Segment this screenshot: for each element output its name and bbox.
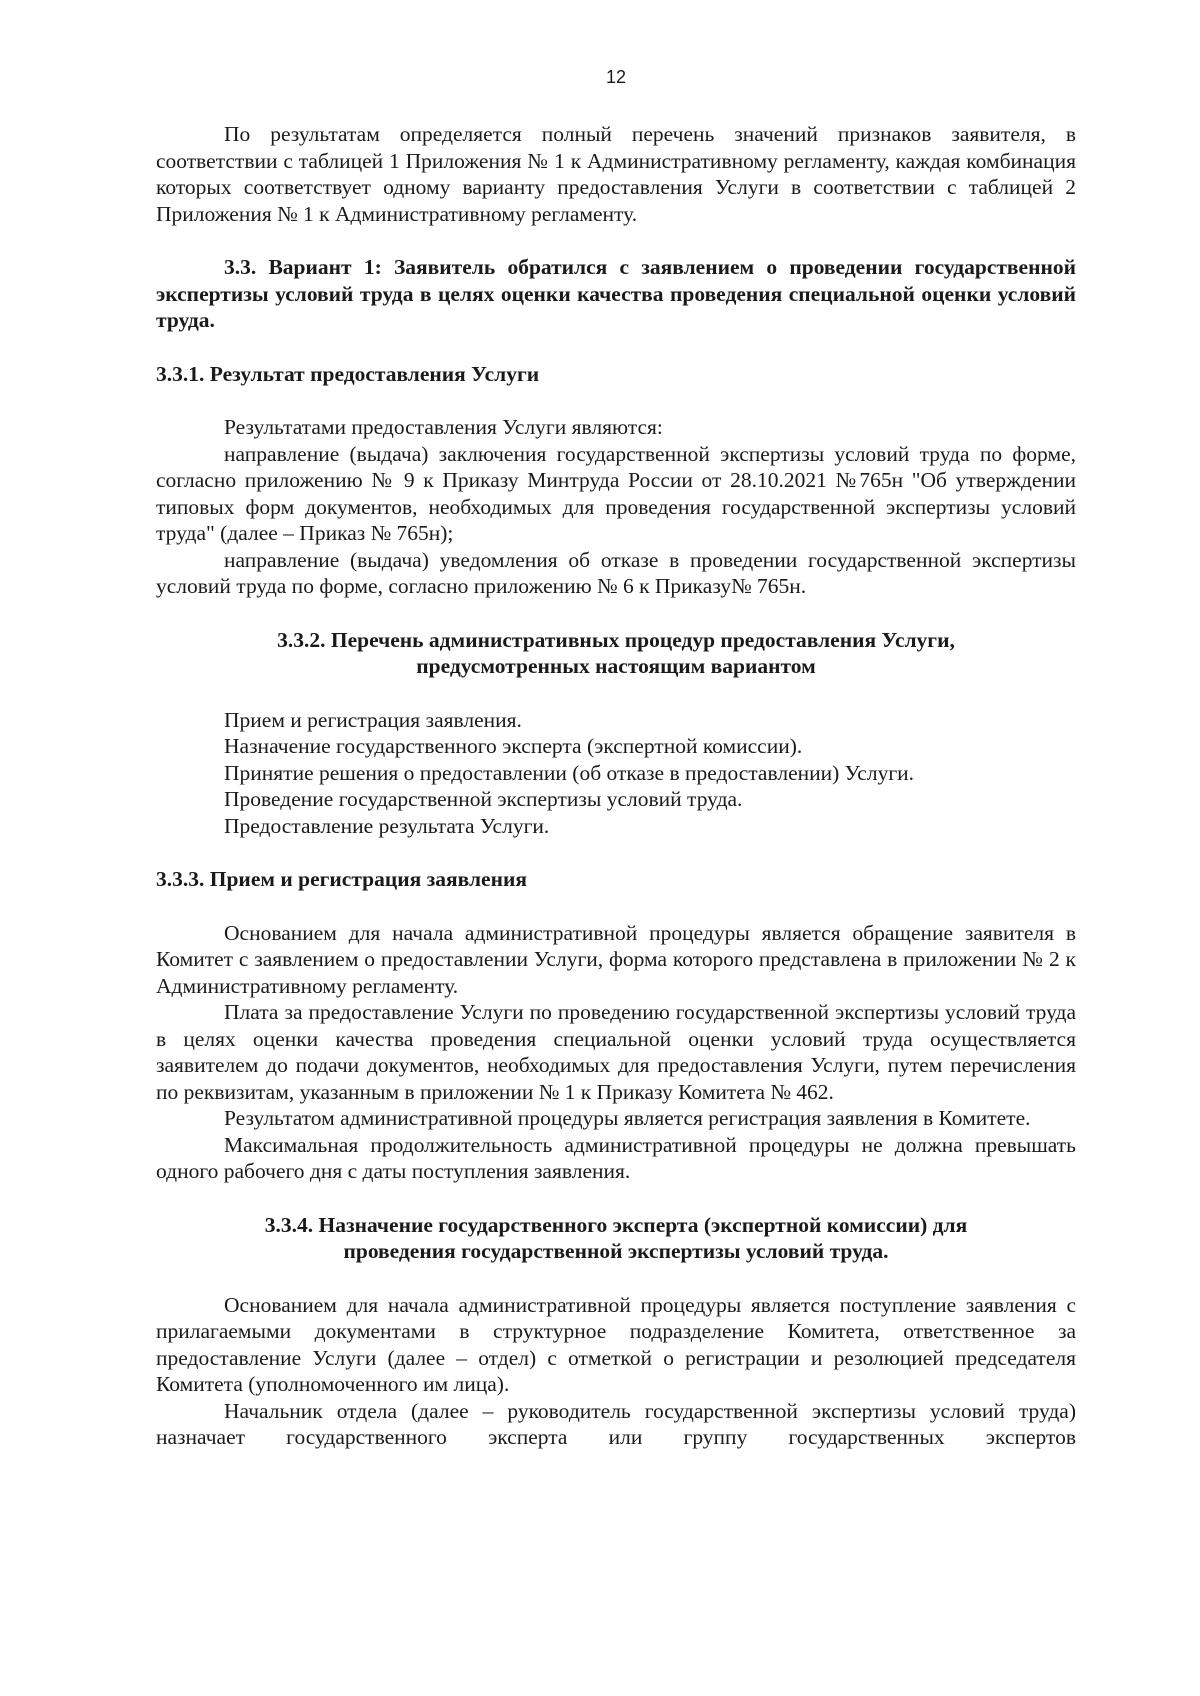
heading-3-3-2-line1: 3.3.2. Перечень административных процедур предоставления Услуги, (277, 627, 955, 652)
heading-3-3-1: 3.3.1. Результат предоставления Услуги (156, 361, 540, 386)
paragraph-3-3-4-a: Основанием для начала административной процедуры является поступление заявления с прилагаемыми документами в структурное подразделение Комитета, ответственное за предоставление Услуги (далее – отдел) с отметкой о регистрации и резолюцией председателя Комитета (уполномоченного им лица). (156, 1292, 1076, 1396)
procedure-item: Проведение государственной экспертизы условий труда. (224, 787, 743, 811)
section-3-3-heading: 3.3. Вариант 1: Заявитель обратился с заявлением о проведении государственной экспертизы условий труда в целях оценки качества проведения специальной оценки условий труда. (156, 255, 1076, 332)
procedure-item: Принятие решения о предоставлении (об отказе в предоставлении) Услуги. (224, 760, 915, 785)
page-content (156, 121, 1076, 1451)
procedures-list (156, 707, 1076, 840)
heading-3-3-3: 3.3.3. Прием и регистрация заявления (156, 867, 528, 891)
procedure-item: Прием и регистрация заявления. (224, 707, 522, 732)
page-number: 12 (605, 67, 627, 87)
heading-3-3-2-line2: предусмотренных настоящим вариантом (416, 654, 816, 678)
intro-paragraph: По результатам определяется полный перечень значений признаков заявителя, в соответствии с таблицей 1 Приложения № 1 к Административному регламенту, каждая комбинация которых соответствует одному варианту предоставления Услуги в соответствии с таблицей 2 Приложения № 1 к Административному регламенту. (156, 122, 1076, 226)
heading-3-3-4-line2: проведения государственной экспертизы условий труда. (343, 1239, 889, 1263)
paragraph-3-3-4-b: Начальник отдела (далее – руководитель государственной экспертизы условий труда) назначает государственного эксперта или группу государственных экспертов (156, 1398, 1076, 1449)
result-item-2: направление (выдача) уведомления об отказе в проведении государственной экспертизы условий труда по форме, согласно приложению № 6 к Приказу№ 765н. (156, 547, 1076, 598)
result-item-1: направление (выдача) заключения государственной экспертизы условий труда по форме, согласно приложению № 9 к Приказу Минтруда России от 28.10.2021 №765н "Об утверждении типовых форм документов, необходимых для проведения государственной экспертизы условий труда" (далее – Приказ № 765н); (156, 441, 1076, 545)
heading-3-3-4-line1: 3.3.4. Назначение государственного эксперта (экспертной комиссии) для (264, 1212, 968, 1237)
results-intro: Результатами предоставления Услуги являются: (224, 415, 663, 439)
procedure-item: Предоставление результата Услуги. (224, 813, 550, 838)
paragraph-3-3-3-d: Максимальная продолжительность административной процедуры не должна превышать одного рабочего дня с даты поступления заявления. (156, 1132, 1076, 1183)
paragraph-3-3-3-b: Плата за предоставление Услуги по проведению государственной экспертизы условий труда в целях оценки качества проведения специальной оценки условий труда осуществляется заявителем до подачи документов, необходимых для предоставления Услуги, путем перечисления по реквизитам, указанным в приложении № 1 к Приказу Комитета № 462. (156, 1000, 1076, 1104)
paragraph-3-3-3-c: Результатом административной процедуры является регистрация заявления в Комитете. (224, 1106, 1031, 1130)
paragraph-3-3-3-a: Основанием для начала административной процедуры является обращение заявителя в Комитет с заявлением о предоставлении Услуги, форма которого представлена в приложении № 2 к Административному регламенту. (156, 920, 1076, 998)
procedure-item: Назначение государственного эксперта (экспертной комиссии). (224, 734, 803, 758)
